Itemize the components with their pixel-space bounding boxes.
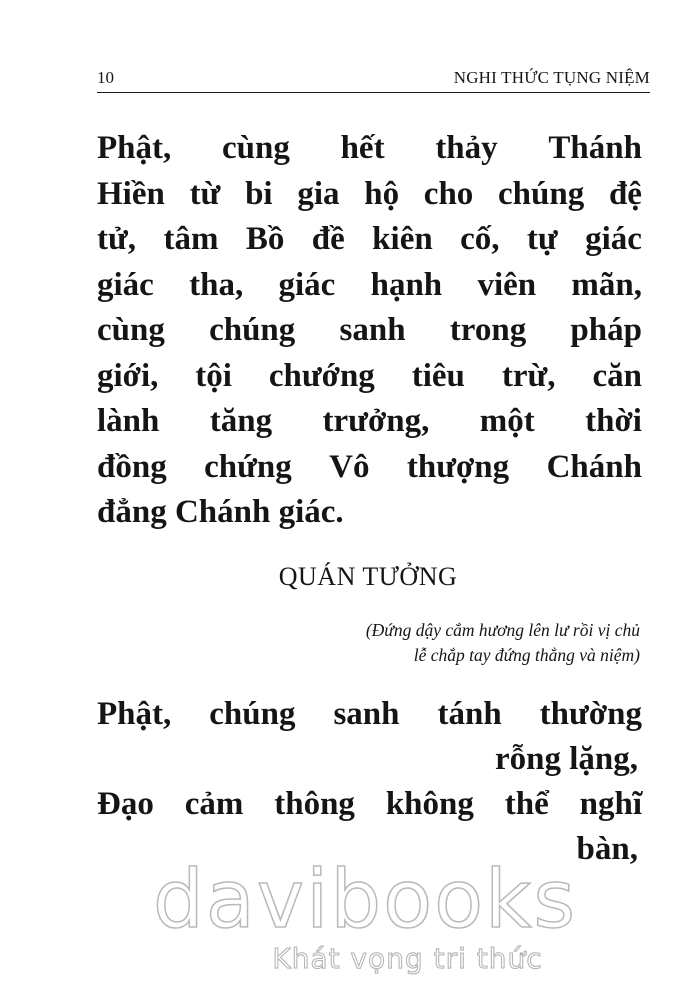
word: thời xyxy=(585,403,642,439)
rubric-line: lễ chắp tay đứng thẳng và niệm) xyxy=(413,645,640,665)
word: thông xyxy=(274,786,355,822)
word: Phật, xyxy=(97,696,172,732)
word: Hiền xyxy=(97,175,165,212)
watermark-brand: davibooks xyxy=(152,853,578,946)
verse-line xyxy=(97,692,642,737)
word: cùng xyxy=(97,312,165,348)
page-number: 10 xyxy=(97,68,114,87)
text-line xyxy=(97,445,642,491)
word: trưởng, xyxy=(322,403,430,439)
word: căn xyxy=(592,357,642,394)
word: đồng xyxy=(97,448,167,485)
word: chướng xyxy=(268,357,375,394)
word: Phật, xyxy=(97,130,172,166)
rubric-line: (Đứng dậy cắm hương lên lư rồi vị chủ xyxy=(365,620,640,640)
text-line xyxy=(97,217,642,263)
word: chúng xyxy=(209,312,296,348)
word: thượng xyxy=(406,448,510,485)
word: tăng xyxy=(209,403,273,439)
word: giác xyxy=(585,221,642,257)
verse-line xyxy=(97,782,642,827)
verse-line-continuation: bàn, xyxy=(576,831,638,867)
word: một xyxy=(479,403,535,439)
word: thể xyxy=(504,786,549,822)
word: cho xyxy=(423,175,474,212)
verse-line-continuation: rỗng lặng, xyxy=(494,741,638,777)
word: tiêu xyxy=(411,357,465,394)
running-head xyxy=(97,64,650,92)
word: chúng xyxy=(209,696,296,732)
text-line xyxy=(97,308,642,354)
header-rule xyxy=(97,92,650,93)
word: cảm xyxy=(184,786,244,822)
word: từ xyxy=(189,175,221,212)
word: giác xyxy=(278,266,336,303)
word: gia xyxy=(297,175,340,212)
word: tử, xyxy=(97,221,137,257)
rubric-instruction xyxy=(220,618,640,668)
text-line xyxy=(97,263,642,309)
watermark xyxy=(0,853,700,975)
text-line-last: đẳng Chánh giác. xyxy=(97,494,344,530)
paragraph-1 xyxy=(97,126,642,536)
word: Vô xyxy=(329,448,370,485)
word: sanh xyxy=(339,312,406,348)
word: Đạo xyxy=(97,786,154,822)
word: chúng xyxy=(498,175,585,212)
word: sanh xyxy=(333,696,400,732)
word: hạnh xyxy=(370,266,443,303)
word: tâm xyxy=(163,221,219,257)
word: giới, xyxy=(97,357,159,394)
word: Thánh xyxy=(548,130,642,166)
word: lành xyxy=(97,403,160,439)
running-title: NGHI THỨC TỤNG NIỆM xyxy=(453,68,650,87)
word: tự xyxy=(526,221,558,257)
word: tội xyxy=(195,357,232,394)
text-line xyxy=(97,399,642,445)
word: viên xyxy=(477,266,537,303)
word: hộ xyxy=(364,175,400,212)
word: trừ, xyxy=(501,357,556,394)
word: cố, xyxy=(460,221,500,257)
word: kiên xyxy=(372,221,433,257)
word: pháp xyxy=(570,312,642,348)
word: trong xyxy=(449,312,527,348)
word: mãn, xyxy=(571,266,642,303)
word: nghĩ xyxy=(579,786,642,822)
word: Chánh xyxy=(546,448,642,485)
word: thường xyxy=(539,696,642,732)
watermark-tagline: Khát vọng tri thức xyxy=(272,942,543,975)
word: Bồ xyxy=(245,221,285,257)
word: không xyxy=(385,786,474,822)
paragraph-2 xyxy=(97,692,642,872)
text-line xyxy=(97,126,642,172)
word: hết xyxy=(340,130,385,166)
word: tha, xyxy=(189,266,244,303)
word: tánh xyxy=(437,696,502,732)
word: bi xyxy=(245,175,273,212)
word: cùng xyxy=(221,130,290,166)
section-heading: QUÁN TƯỞNG xyxy=(278,562,458,591)
word: đề xyxy=(311,221,345,257)
word: giác xyxy=(97,266,154,303)
text-line xyxy=(97,354,642,400)
word: thảy xyxy=(435,130,498,166)
text-line xyxy=(97,172,642,218)
word: đệ xyxy=(608,175,642,212)
word: chứng xyxy=(204,448,292,485)
